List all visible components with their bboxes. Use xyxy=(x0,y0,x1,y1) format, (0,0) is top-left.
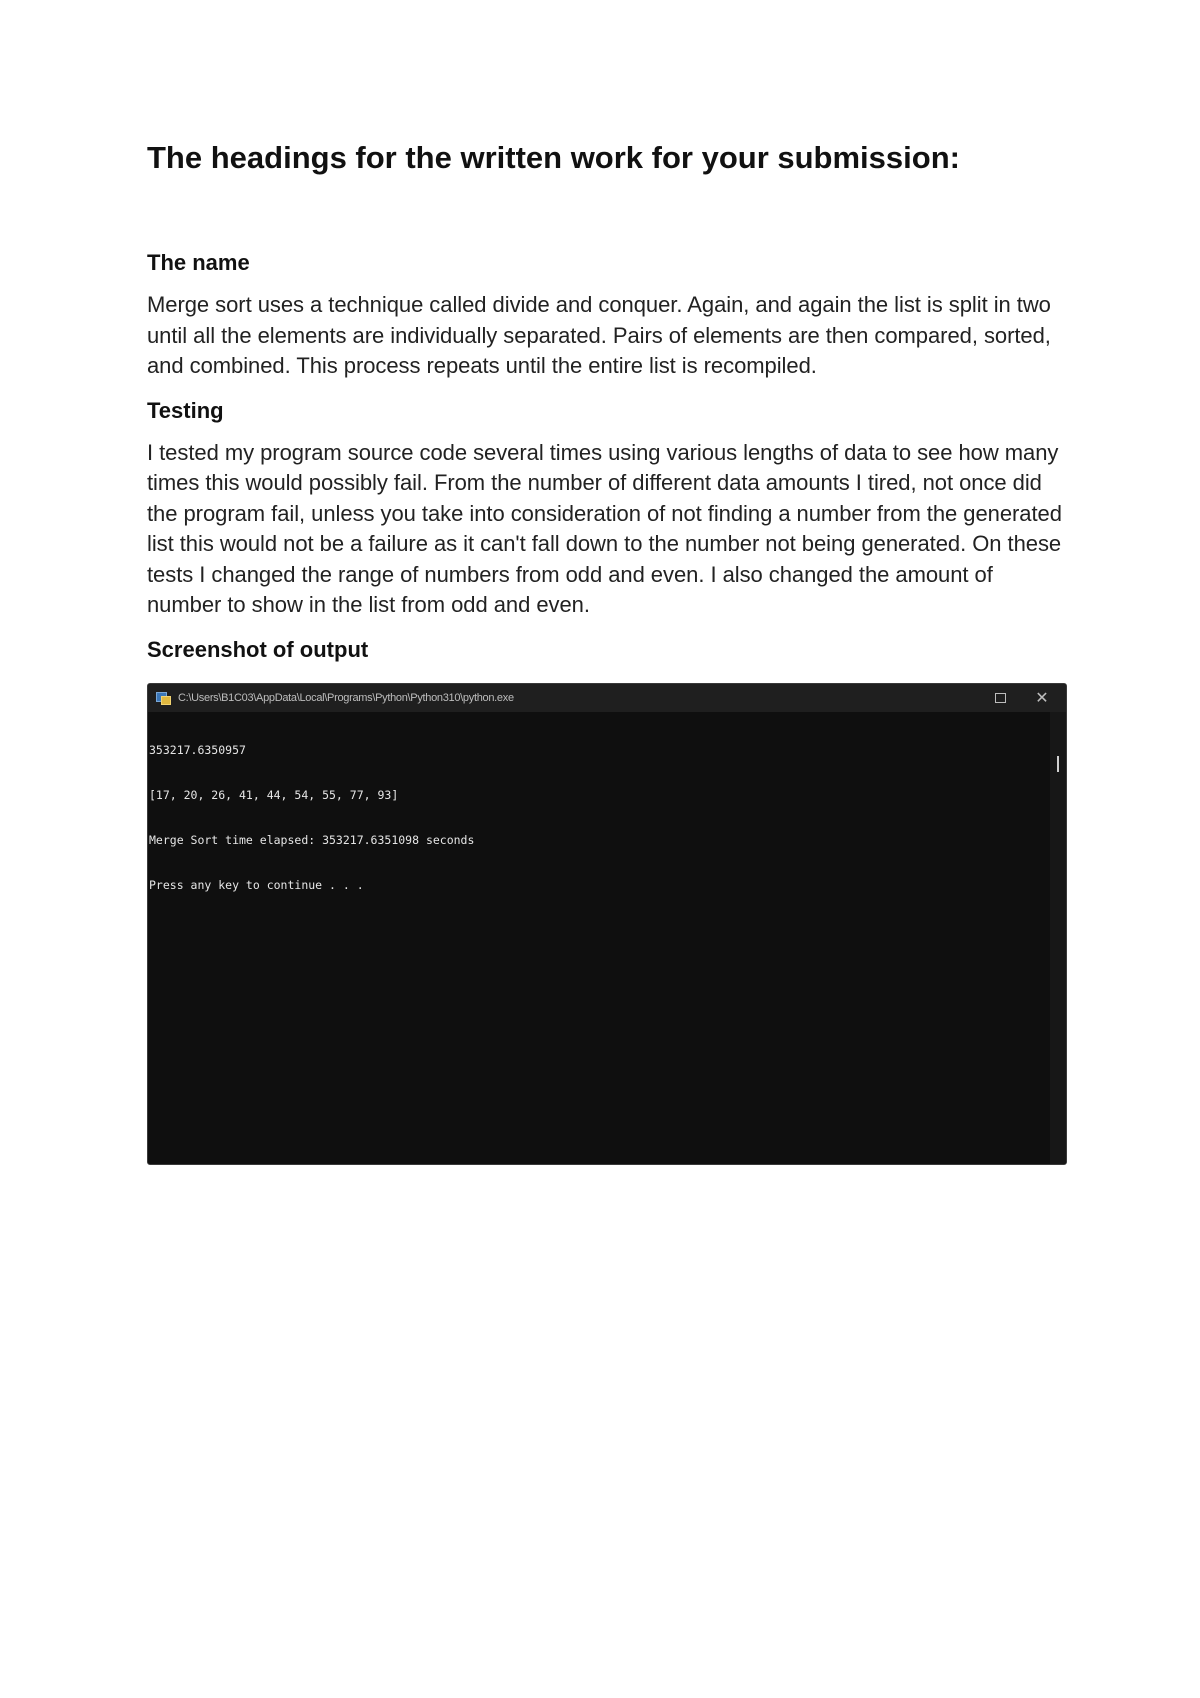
console-line: Press any key to continue . . . xyxy=(149,877,364,892)
console-line: [17, 20, 26, 41, 44, 54, 55, 77, 93] xyxy=(149,787,399,802)
document-page xyxy=(147,138,1067,1165)
python-app-icon xyxy=(156,692,170,704)
maximize-icon xyxy=(980,684,1020,712)
section-heading: The name xyxy=(147,250,250,275)
section-the-name xyxy=(147,248,1067,382)
console-line: Merge Sort time elapsed: 353217.6351098 seconds xyxy=(149,832,475,847)
section-paragraph: Merge sort uses a technique called divide and conquer. Again, and again the list is split in two until all the elements are individually separated. Pairs of elements are then compared, sorted, and combined. This process repeats until the entire list is recompiled. xyxy=(147,292,1051,378)
section-testing xyxy=(147,396,1067,621)
console-screenshot xyxy=(147,683,1067,1165)
console-window-title: C:\Users\B1C03\AppData\Local\Programs\Python\Python310\python.exe xyxy=(178,691,514,704)
console-titlebar xyxy=(148,684,1066,712)
scrollbar-thumb xyxy=(1057,756,1059,772)
page-title: The headings for the written work for your submission: xyxy=(147,140,960,175)
console-scrollbar xyxy=(1050,712,1066,1164)
section-heading: Testing xyxy=(147,397,224,423)
section-heading: Screenshot of output xyxy=(147,636,369,662)
console-line: 353217.6350957 xyxy=(149,742,246,757)
console-output xyxy=(148,712,1066,923)
section-screenshot xyxy=(147,635,1067,1165)
section-paragraph: I tested my program source code several times using various lengths of data to see how many times this would possibly fail. From the number of different data amounts I tired, not once did the program fail, unless you take into consideration of not finding a number from the generated list this would not be a failure as it can't fall down to the number not being generated. On these tests I changed the range of numbers from odd and even. I also changed the amount of number to show in the list from odd and even. xyxy=(147,439,1062,617)
close-icon: ✕ xyxy=(1035,689,1049,707)
